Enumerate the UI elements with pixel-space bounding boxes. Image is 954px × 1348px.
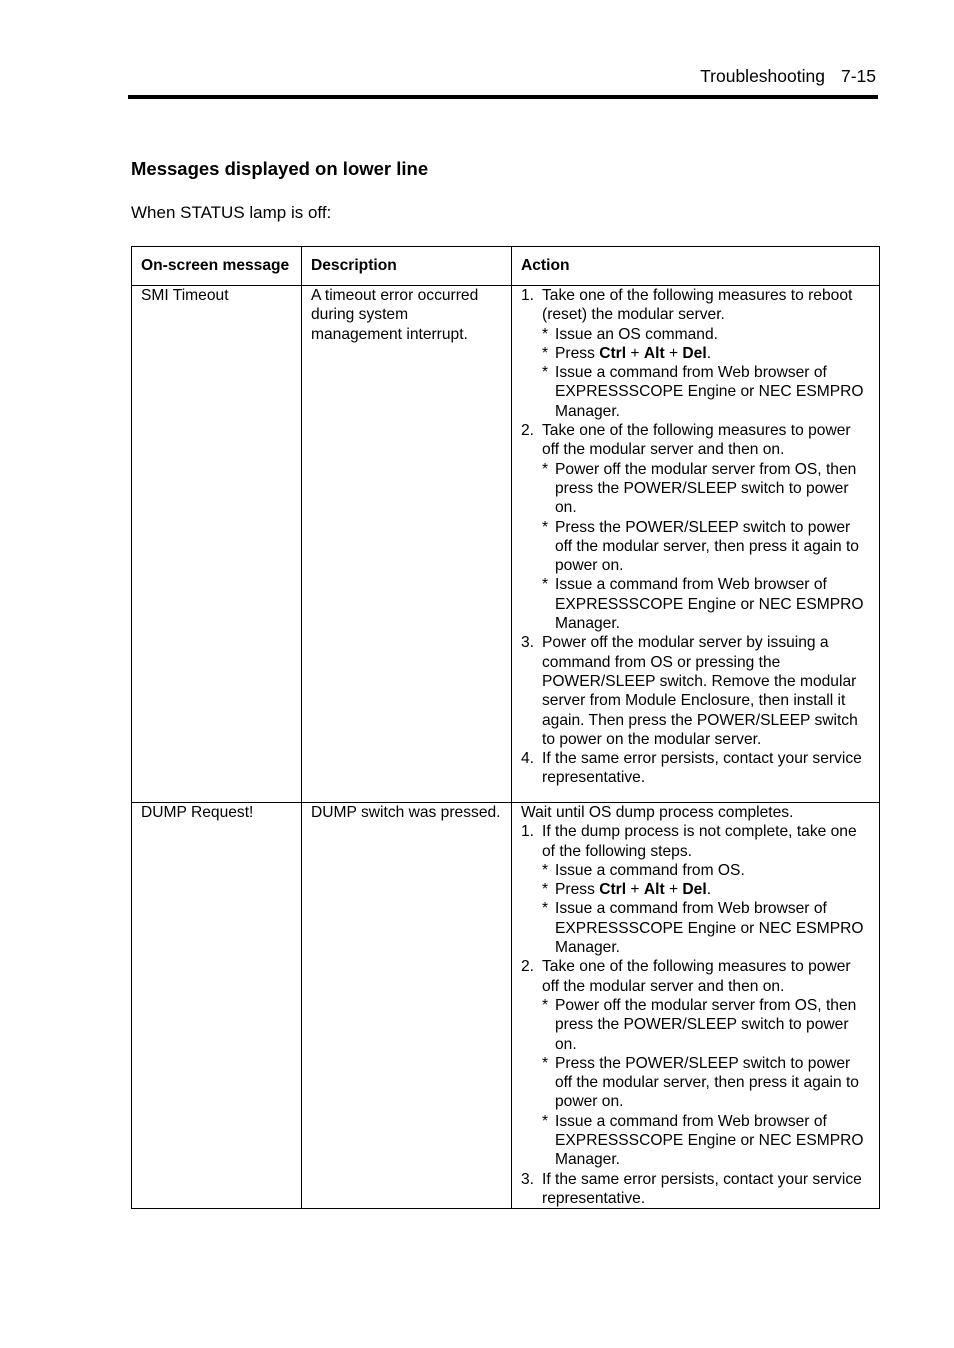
- step-number: 2.: [521, 422, 535, 440]
- sub-option: [542, 363, 871, 421]
- sub-option-text: Press Ctrl + Alt + Del.: [555, 881, 712, 899]
- sub-option: [542, 344, 871, 363]
- step-number: 1.: [521, 287, 535, 304]
- table-row: [132, 803, 880, 1209]
- asterisk-bullet: *: [542, 460, 549, 478]
- action-step: [521, 421, 871, 633]
- page-number: 7-15: [840, 66, 876, 86]
- action-intro: Wait until OS dump process completes.: [521, 804, 794, 821]
- column-header-action: Action: [512, 247, 880, 286]
- sub-option: [542, 1112, 871, 1170]
- sub-options: [542, 325, 871, 421]
- sub-option: [542, 861, 871, 880]
- sub-option-text: Power off the modular server from OS, then press the POWER/SLEEP switch to power on.: [555, 996, 857, 1053]
- sub-option-text: Issue a command from Web browser of EXPRESSSCOPE Engine or NEC ESMPRO Manager.: [555, 900, 864, 957]
- sub-option: [542, 460, 871, 518]
- sub-option: [542, 1054, 871, 1112]
- cell-description: DUMP switch was pressed.: [302, 803, 512, 1209]
- step-text: Take one of the following measures to power off the modular server and then on.: [542, 422, 851, 459]
- step-number: 1.: [521, 823, 535, 841]
- asterisk-bullet: *: [542, 996, 549, 1014]
- key-alt: Alt: [643, 881, 665, 899]
- sub-options: [542, 861, 871, 957]
- cell-description: A timeout error occurred during system management interrupt.: [302, 286, 512, 803]
- action-step: [521, 286, 871, 421]
- step-text: Take one of the following measures to power off the modular server and then on.: [542, 958, 851, 995]
- step-number: 3.: [521, 1170, 535, 1188]
- action-step: [521, 957, 871, 1169]
- sub-option-text: Press Ctrl + Alt + Del.: [555, 344, 712, 362]
- key-del: Del: [682, 344, 707, 362]
- sub-option: [542, 518, 871, 576]
- action-steps: [521, 822, 871, 1208]
- table-row: [132, 286, 880, 803]
- section-title: Messages displayed on lower line: [131, 158, 429, 179]
- key-ctrl: Ctrl: [599, 344, 627, 362]
- asterisk-bullet: *: [542, 364, 549, 382]
- sub-option-text: Issue a command from Web browser of EXPRESSSCOPE Engine or NEC ESMPRO Manager.: [555, 576, 864, 633]
- column-header-message: On-screen message: [132, 247, 302, 286]
- cell-message: DUMP Request!: [132, 803, 302, 1209]
- action-steps: [521, 286, 871, 788]
- action-step: [521, 1170, 871, 1209]
- sub-options: [542, 996, 871, 1170]
- sub-option-text: Press the POWER/SLEEP switch to power off the modular server, then press it again to power on.: [555, 518, 859, 575]
- header-rule: [128, 95, 878, 99]
- action-step: [521, 749, 871, 788]
- column-header-description: Description: [302, 247, 512, 286]
- sub-option: [542, 996, 871, 1054]
- asterisk-bullet: *: [542, 900, 549, 918]
- sub-option: [542, 880, 871, 899]
- step-text: If the same error persists, contact your service representative.: [542, 750, 862, 787]
- cell-action: [512, 286, 880, 803]
- step-text: Power off the modular server by issuing a command from OS or pressing the POWER/SLEEP switch. Remove the modular server from Module Enclosure, then install it again. Then press the POWER/SLEEP switch to power on the modular server.: [542, 634, 858, 748]
- step-number: 4.: [521, 750, 535, 768]
- asterisk-bullet: *: [542, 344, 549, 362]
- sub-options: [542, 460, 871, 634]
- key-ctrl: Ctrl: [599, 881, 627, 899]
- cell-action: [512, 803, 880, 1209]
- action-step: [521, 633, 871, 749]
- lead-text: When STATUS lamp is off:: [131, 203, 332, 222]
- step-text: If the same error persists, contact your service representative.: [542, 1170, 862, 1207]
- table-body: [132, 286, 880, 1209]
- step-number: 3.: [521, 634, 535, 652]
- running-header-section: Troubleshooting: [700, 66, 825, 86]
- sub-option-text: Issue a command from Web browser of EXPRESSSCOPE Engine or NEC ESMPRO Manager.: [555, 364, 864, 420]
- sub-option-text: Power off the modular server from OS, then press the POWER/SLEEP switch to power on.: [555, 460, 857, 517]
- step-number: 2.: [521, 958, 535, 976]
- sub-option: [542, 899, 871, 957]
- asterisk-bullet: *: [542, 1054, 549, 1072]
- cell-message: SMI Timeout: [132, 286, 302, 803]
- sub-option-text: Issue an OS command.: [555, 325, 718, 343]
- asterisk-bullet: *: [542, 325, 549, 343]
- sub-option-text: Issue a command from Web browser of EXPRESSSCOPE Engine or NEC ESMPRO Manager.: [555, 1112, 864, 1169]
- step-text: Take one of the following measures to reboot (reset) the modular server.: [542, 287, 853, 324]
- asterisk-bullet: *: [542, 881, 549, 899]
- key-del: Del: [682, 881, 707, 899]
- sub-option: [542, 575, 871, 633]
- key-alt: Alt: [643, 344, 665, 362]
- sub-option-text: Press the POWER/SLEEP switch to power off the modular server, then press it again to power on.: [555, 1054, 859, 1111]
- asterisk-bullet: *: [542, 1112, 549, 1130]
- asterisk-bullet: *: [542, 576, 549, 594]
- sub-option: [542, 325, 871, 344]
- asterisk-bullet: *: [542, 861, 549, 879]
- asterisk-bullet: *: [542, 518, 549, 536]
- action-step: [521, 822, 871, 957]
- messages-table: [131, 246, 880, 1209]
- running-header: [700, 66, 876, 86]
- table-header-row: [132, 247, 880, 286]
- step-text: If the dump process is not complete, take one of the following steps.: [542, 823, 857, 860]
- sub-option-text: Issue a command from OS.: [555, 861, 745, 879]
